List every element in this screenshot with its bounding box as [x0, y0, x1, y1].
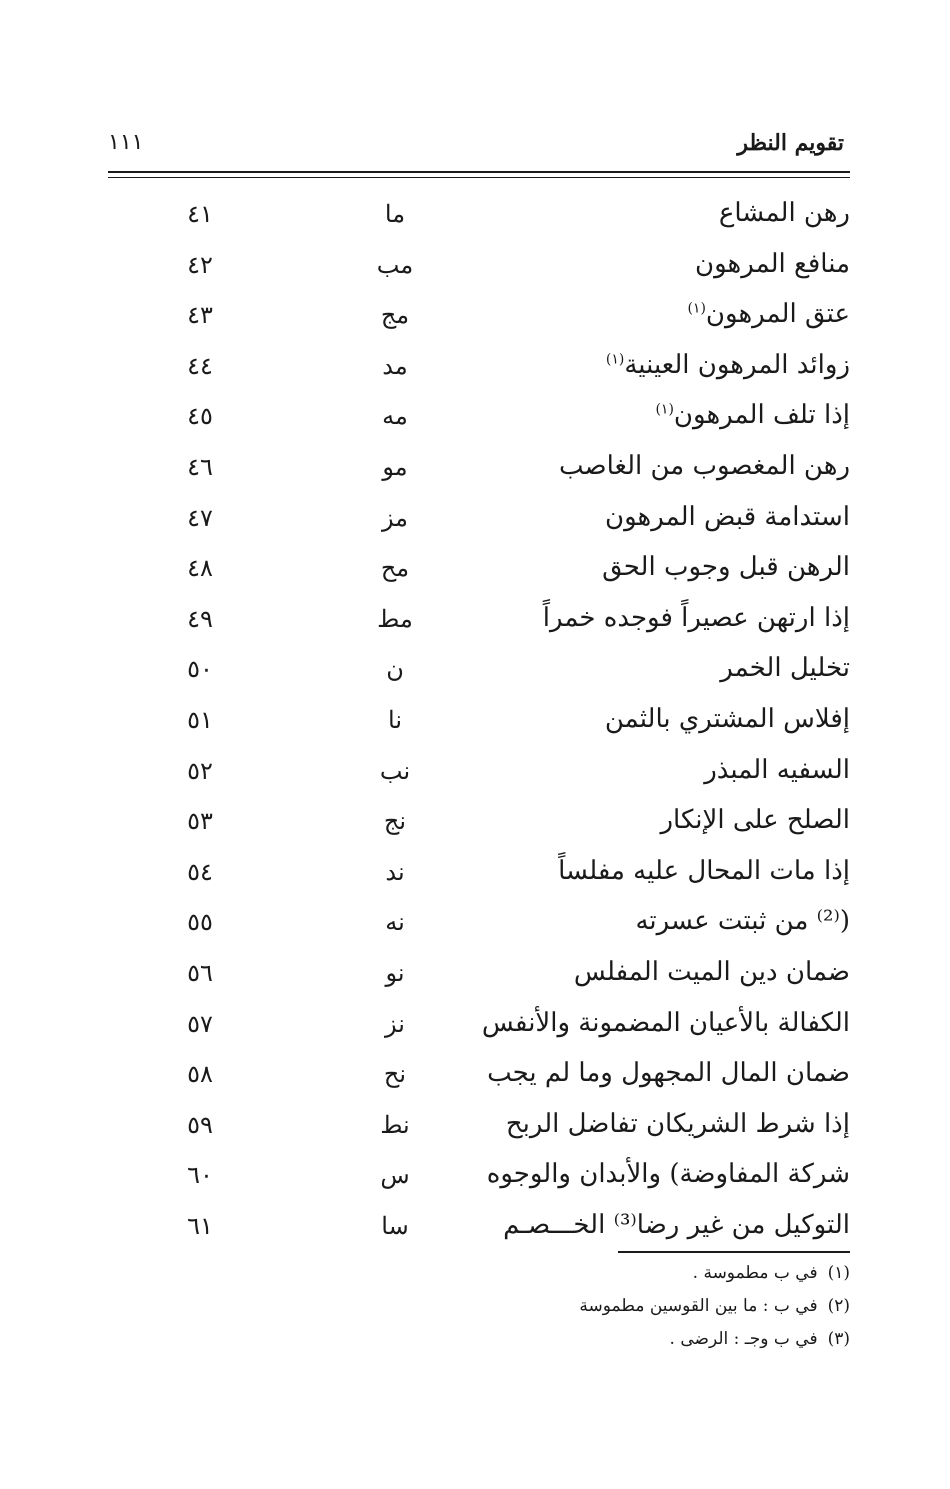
entry-page: ٥٩ — [187, 1110, 213, 1139]
entry-abjad: ما — [384, 200, 406, 228]
toc-row — [150, 544, 850, 595]
entry-title: منافع المرهون — [695, 248, 850, 279]
entry-title: التوكيل من غير رضا⁽³⁾ الخـــصـم — [503, 1209, 850, 1240]
entry-abjad: مو — [382, 452, 408, 481]
entry-abjad: ن — [386, 655, 404, 684]
page-header — [108, 126, 844, 166]
entry-page: ٥٣ — [187, 807, 213, 836]
entry-page: ٥٧ — [187, 1009, 213, 1038]
entry-abjad: نه — [385, 908, 405, 937]
toc-row — [150, 949, 850, 1000]
entry-abjad: نو — [385, 958, 405, 987]
toc-row — [150, 898, 850, 949]
footnote: (١)في ب مطموسة . — [692, 1263, 850, 1283]
toc-row — [150, 241, 850, 292]
entry-title: استدامة قبض المرهون — [604, 501, 850, 532]
footnote: (٢)في ب : ما بين القوسين مطموسة — [579, 1296, 850, 1316]
entry-page: ٤٣ — [187, 301, 213, 330]
toc-row — [150, 645, 850, 696]
entry-abjad: نط — [380, 1110, 410, 1139]
entry-page: ٥٤ — [187, 857, 213, 886]
entry-title: عتق المرهون$^{(١)}$ — [687, 299, 850, 330]
page-number: ١١١ — [108, 130, 144, 155]
toc-row — [150, 1000, 850, 1051]
toc-row — [150, 494, 850, 545]
toc-row — [150, 595, 850, 646]
running-title: تقويم النظر — [737, 130, 844, 156]
entry-page: ٤٦ — [187, 452, 213, 481]
entry-page: ٤٧ — [187, 503, 213, 532]
toc-row — [150, 1151, 850, 1202]
toc-row — [150, 1050, 850, 1101]
entry-title: رهن المشاع — [718, 198, 850, 228]
entry-page: ٥٦ — [187, 958, 213, 987]
entry-abjad: نب — [379, 756, 411, 785]
toc-row — [150, 291, 850, 342]
footnote-marker: (١) — [605, 351, 625, 368]
entry-page: ٤٩ — [187, 604, 213, 633]
entry-page: ٥١ — [187, 705, 213, 734]
entry-page: ٦١ — [187, 1211, 213, 1240]
footnote-rule — [618, 1251, 850, 1253]
toc-row — [150, 443, 850, 494]
entry-page: ٥٠ — [187, 655, 213, 684]
entry-page: ٥٨ — [187, 1060, 213, 1089]
entry-title: رهن المغصوب من الغاصب — [559, 450, 850, 481]
entry-abjad: مج — [380, 301, 410, 330]
footnote: (٣)في ب وجـ : الرضى . — [669, 1329, 850, 1349]
entry-abjad: نا — [388, 705, 402, 734]
toc-row — [150, 342, 850, 393]
entry-abjad: مز — [381, 503, 409, 532]
toc-row — [150, 1101, 850, 1152]
footnotes — [579, 1263, 850, 1362]
entry-title: إذا ارتهن عصيراً فوجده خمراً — [542, 602, 850, 633]
entry-title: الصلح على الإنكار — [660, 805, 850, 836]
entry-title: إذا مات المحال عليه مفلساً — [558, 855, 850, 886]
entry-abjad: نج — [383, 807, 407, 836]
toc-row — [150, 392, 850, 443]
entry-page: ٥٥ — [187, 908, 213, 937]
entry-abjad: نح — [383, 1060, 407, 1089]
entry-abjad: نز — [385, 1009, 405, 1038]
entry-page: ٤٤ — [187, 351, 213, 380]
footnote-marker: (١) — [655, 401, 674, 418]
entry-title: (⁽²⁾ من ثبتت عسرته — [635, 906, 850, 937]
entry-page: ٤٥ — [187, 402, 213, 431]
entry-title: تخليل الخمر — [720, 653, 850, 684]
entry-page: ٤٢ — [187, 250, 213, 279]
toc-row — [150, 848, 850, 899]
toc-row — [150, 747, 850, 798]
entry-title: إذا تلف المرهون$^{(١)}$ — [655, 400, 850, 431]
table-of-contents — [150, 190, 850, 1252]
toc-row — [150, 190, 850, 241]
entry-abjad: مه — [382, 402, 408, 431]
entry-title: زوائد المرهون العينية$^{(١)}$ — [605, 349, 850, 380]
entry-title: ضمان دين الميت المفلس — [573, 956, 850, 987]
entry-abjad: سا — [381, 1211, 409, 1240]
entry-page: ٤١ — [187, 200, 213, 228]
entry-title: إفلاس المشتري بالثمن — [604, 703, 850, 734]
toc-row — [150, 696, 850, 747]
entry-abjad: مد — [382, 351, 408, 380]
toc-row — [150, 1202, 850, 1253]
entry-page: ٥٢ — [187, 756, 213, 785]
entry-page: ٤٨ — [187, 554, 213, 583]
header-rule-thin — [108, 177, 850, 178]
entry-title: ضمان المال المجهول وما لم يجب — [487, 1058, 850, 1089]
entry-title: السفيه المبذر — [704, 754, 850, 785]
entry-title: الكفالة بالأعيان المضمونة والأنفس — [481, 1007, 850, 1038]
entry-page: ٦٠ — [187, 1161, 213, 1190]
entry-abjad: س — [380, 1161, 410, 1190]
entry-abjad: مح — [380, 554, 410, 583]
entry-title: الرهن قبل وجوب الحق — [602, 552, 850, 583]
header-rule-thick — [108, 171, 850, 173]
entry-abjad: ند — [385, 857, 405, 886]
entry-title: شركة المفاوضة) والأبدان والوجوه — [486, 1159, 850, 1190]
entry-abjad: مط — [377, 604, 413, 633]
toc-row — [150, 797, 850, 848]
footnote-marker: (١) — [687, 300, 706, 317]
entry-abjad: مب — [376, 250, 414, 279]
entry-title: إذا شرط الشريكان تفاضل الربح — [505, 1108, 850, 1139]
